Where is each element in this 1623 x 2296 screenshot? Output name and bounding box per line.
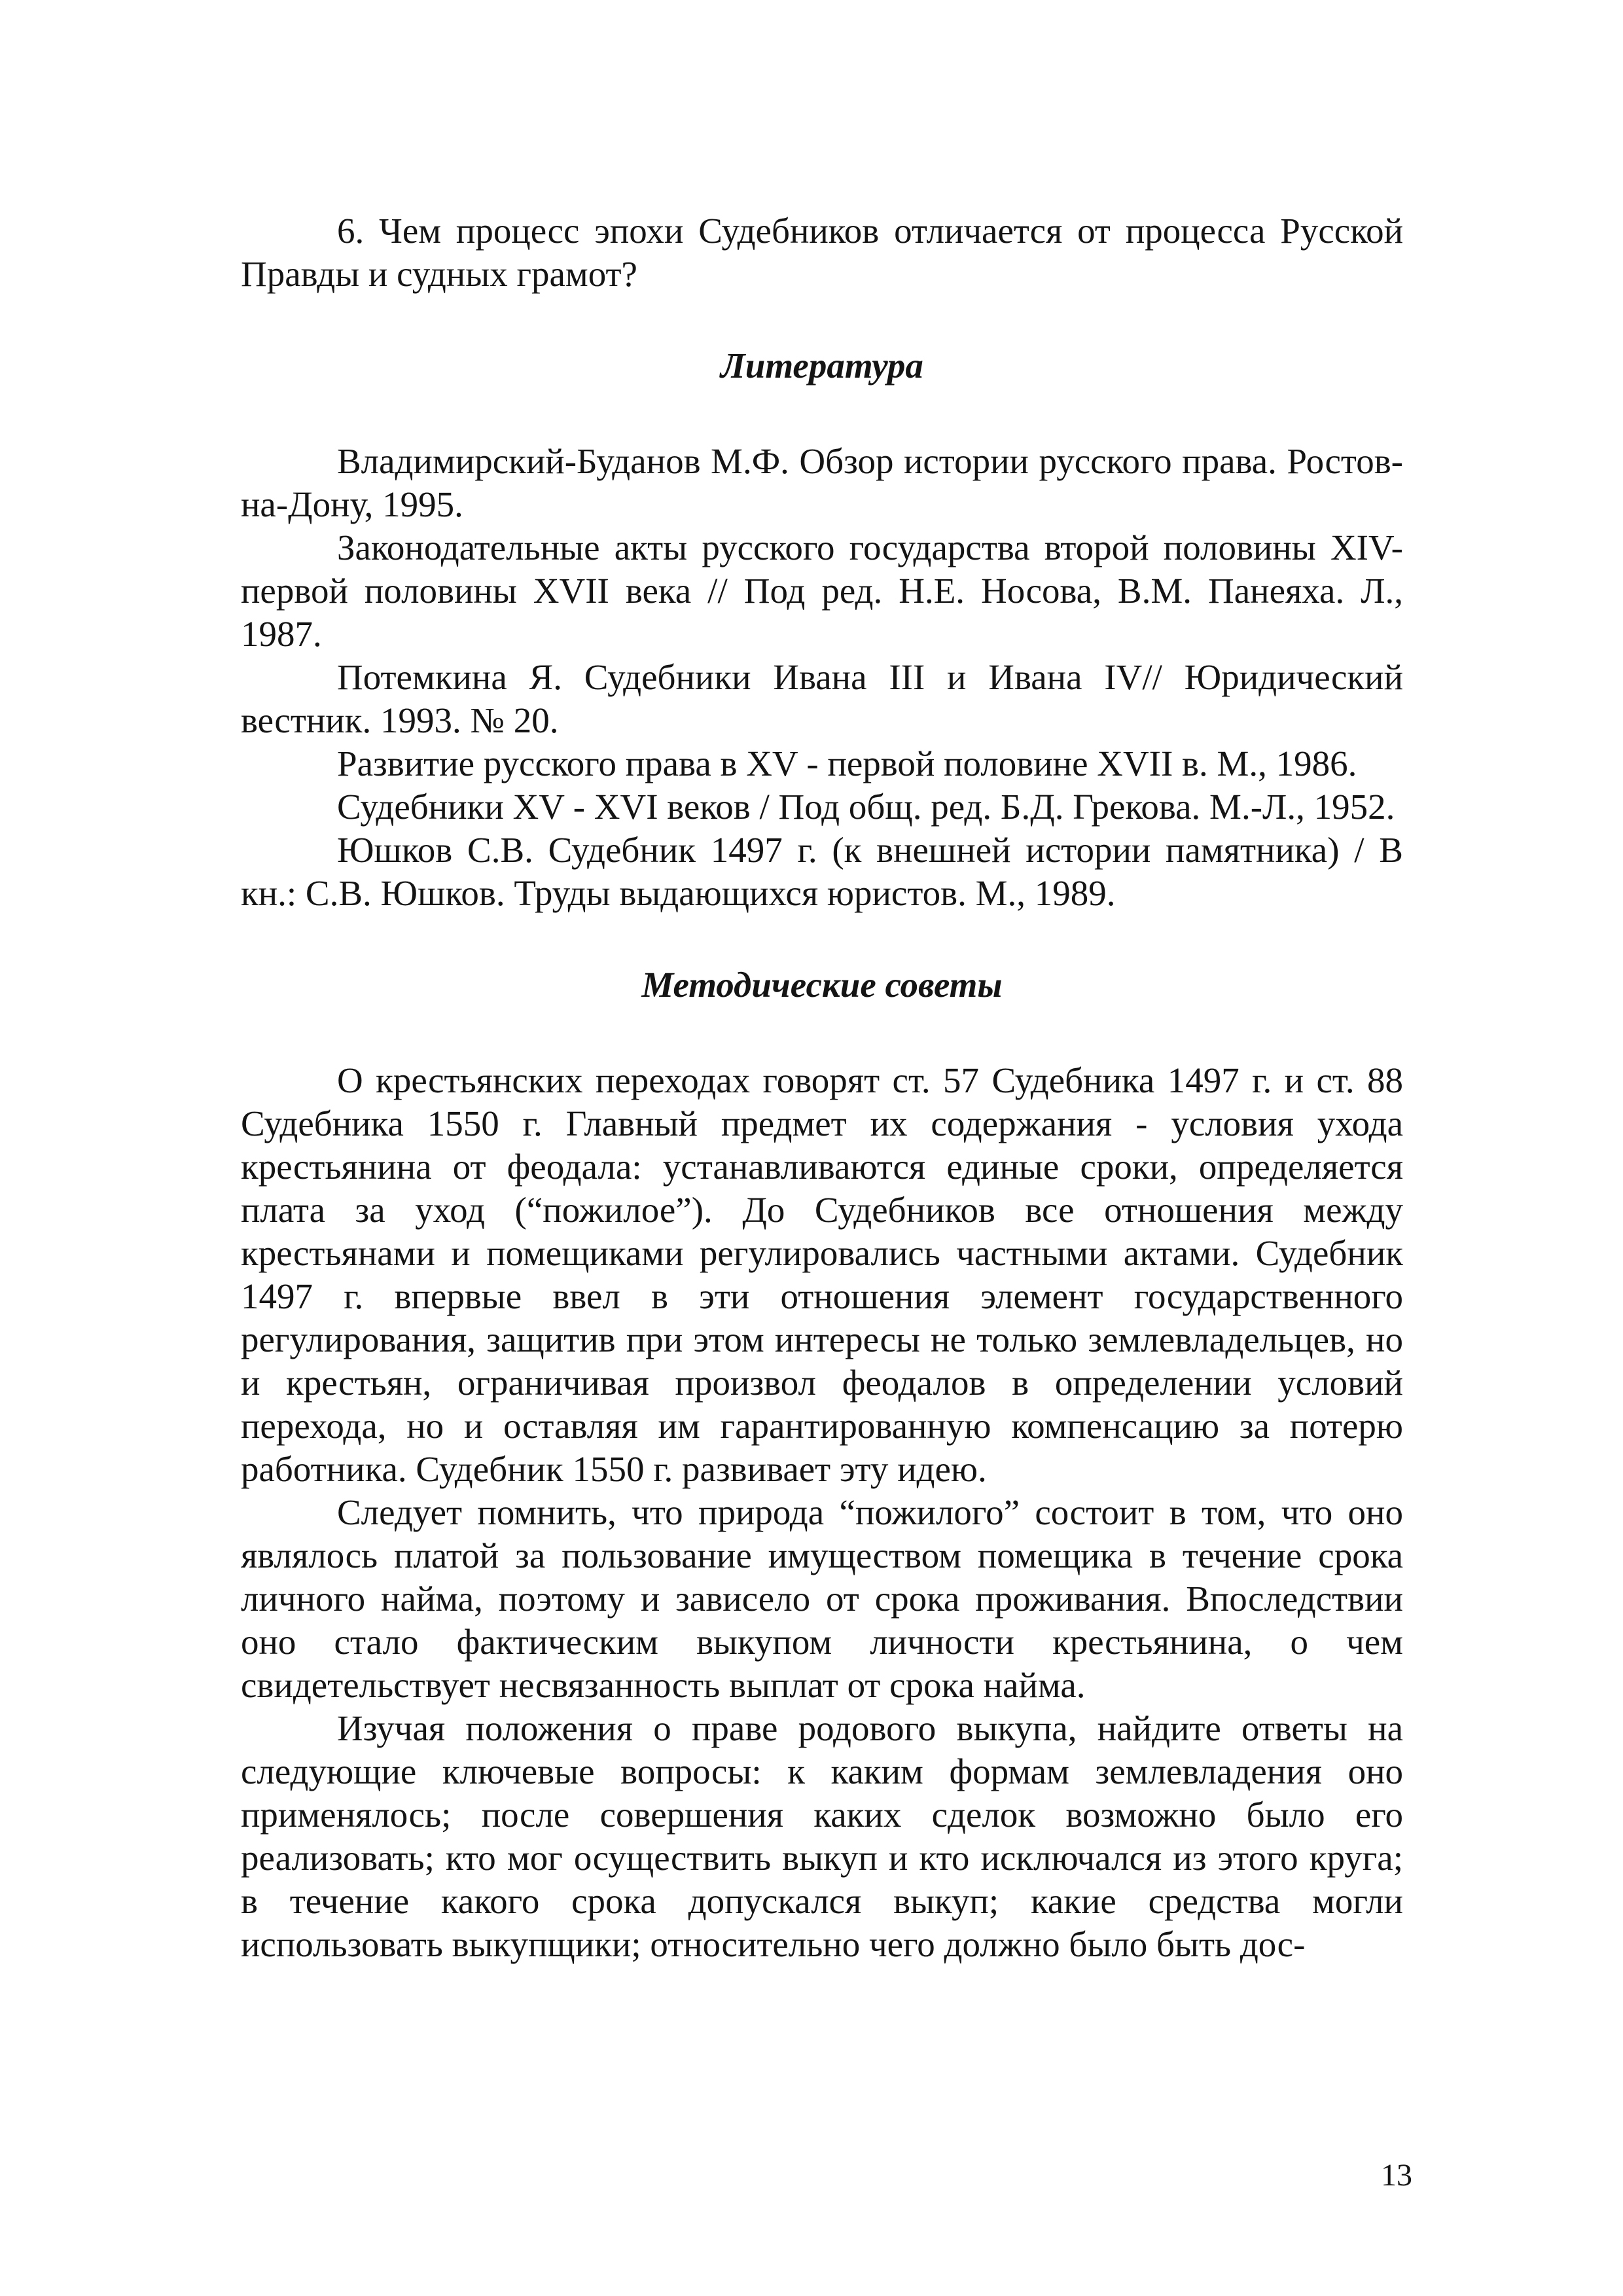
- page-body: [241, 209, 1403, 1966]
- methodical-advice-heading: Методические советы: [641, 965, 1003, 1005]
- literature-item: Судебники XV - XVI веков / Под общ. ред. Б.Д. Грекова. М.-Л., 1952.: [337, 787, 1395, 827]
- literature-item: Юшков С.В. Судебник 1497 г. (к внешней истории памятника) / В кн.: С.В. Юшков. Труды выдающихся юристов. М., 1989.: [241, 830, 1403, 913]
- question-6: 6. Чем процесс эпохи Судебников отличается от процесса Русской Правды и судных грамот?: [241, 211, 1403, 294]
- literature-item: Владимирский-Буданов М.Ф. Обзор истории русского права. Ростов-на-Дону, 1995.: [241, 441, 1403, 524]
- page-number: 13: [1381, 2158, 1412, 2193]
- advice-text: [241, 1059, 1403, 1966]
- literature-item: Законодательные акты русского государства второй половины XIV- первой половины XVII века // Под ред. Н.Е. Носова, В.М. Панеяха. Л., 1987.: [241, 528, 1403, 654]
- literature-list: [241, 440, 1403, 915]
- literature-item: Развитие русского права в XV - первой половине XVII в. М., 1986.: [337, 744, 1357, 783]
- advice-paragraph: О крестьянских переходах говорят ст. 57 Судебника 1497 г. и ст. 88 Судебника 1550 г. Главный предмет их содержания - условия ухода крестьянина от феодала: устанавливаются единые сроки, определяется плата за уход (“пожилое”). До Судебников все отношения между крестьянами и помещиками регулировались частными актами. Судебник 1497 г. впервые ввел в эти отношения элемент государственного регулирования, защитив при этом интересы не только землевладельцев, но и крестьян, ограничивая произвол феодалов в определении условий перехода, но и оставляя им гарантированную компенсацию за потерю работника. Судебник 1550 г. развивает эту идею.: [241, 1060, 1403, 1489]
- literature-item: Потемкина Я. Судебники Ивана III и Ивана IV// Юридический вестник. 1993. № 20.: [241, 657, 1403, 740]
- advice-paragraph: Изучая положения о праве родового выкупа, найдите ответы на следующие ключевые вопросы: к каким формам землевладения оно применялось; после совершения каких сделок возможно было его реализовать; кто мог осуществить выкуп и кто исключался из этого круга; в течение какого срока допускался выкуп; какие средства могли использовать выкупщики; относительно чего должно было быть дос-: [241, 1708, 1403, 1964]
- advice-paragraph: Следует помнить, что природа “пожилого” состоит в том, что оно являлось платой за пользование имуществом помещика в течение срока личного найма, поэтому и зависело от срока проживания. Впоследствии оно стало фактическим выкупом личности крестьянина, о чем свидетельствует несвязанность выплат от срока найма.: [241, 1492, 1403, 1705]
- literature-heading: Литература: [721, 346, 923, 386]
